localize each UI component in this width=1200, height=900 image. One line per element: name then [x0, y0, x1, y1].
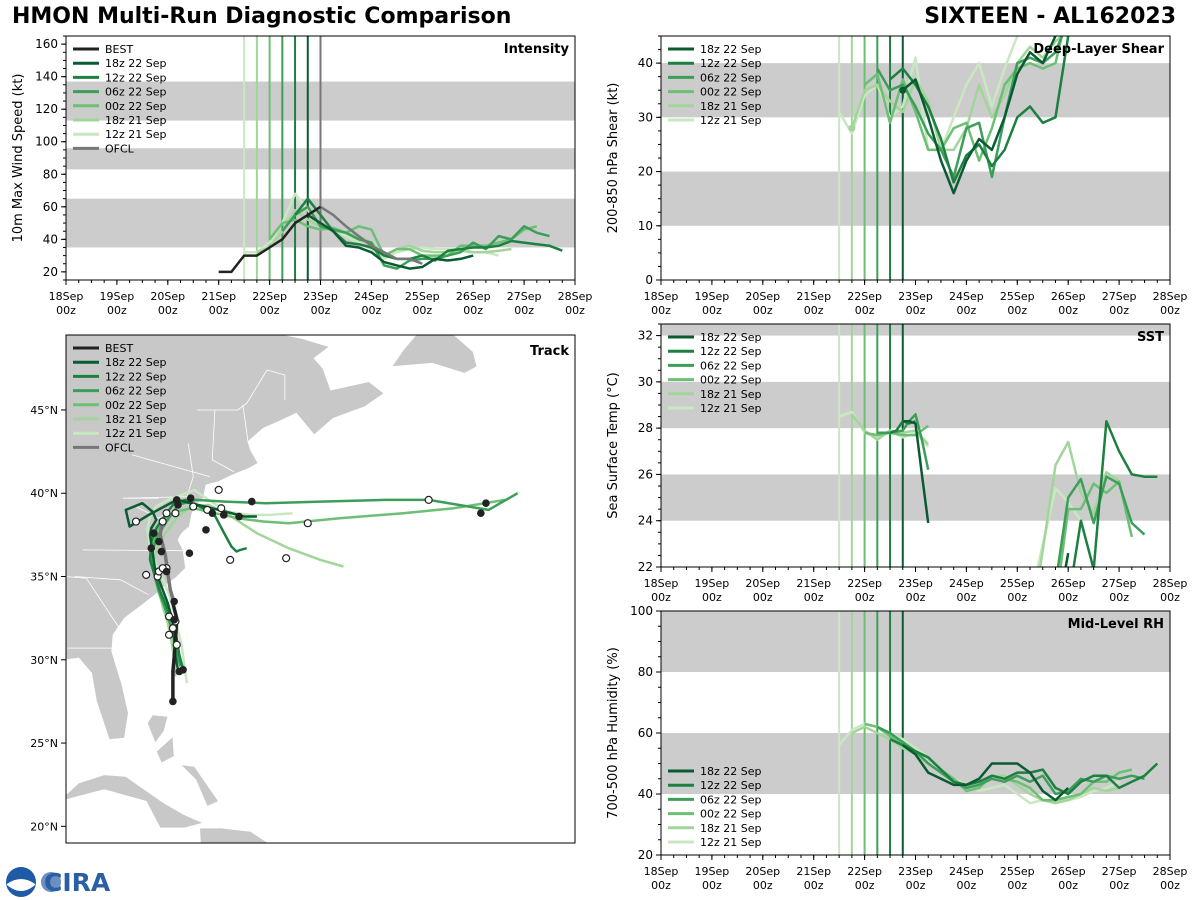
panel-title: Intensity: [503, 42, 569, 57]
lat-tick-label: 45°N: [30, 403, 58, 417]
track-position-marker: [235, 513, 243, 521]
legend-label-18z-22-sep: 18z 22 Sep: [105, 57, 167, 71]
panel-deep-layer-shear: [606, 0, 1187, 317]
y-tick-label: 60: [637, 726, 653, 740]
x-tick-label-hour: 00z: [702, 879, 722, 892]
legend-label-12z-21-sep: 12z 21 Sep: [700, 836, 762, 849]
legend-label-ofcl: OFCL: [105, 441, 134, 455]
legend-label-00z-22-sep: 00z 22 Sep: [105, 99, 167, 113]
x-tick-label-day: 21Sep: [796, 577, 832, 590]
track-position-marker-open: [172, 510, 179, 517]
x-tick-label-hour: 00z: [1058, 304, 1079, 317]
legend-label-12z-22-sep: 12z 22 Sep: [105, 71, 167, 85]
panel-intensity: [11, 36, 592, 317]
track-position-marker-open: [425, 496, 432, 503]
y-tick-label: 120: [35, 102, 58, 117]
x-tick-label-hour: 00z: [1007, 591, 1028, 604]
x-tick-label-day: 24Sep: [354, 290, 389, 303]
y-tick-label: 32: [637, 328, 653, 343]
legend-label-best: BEST: [105, 342, 134, 355]
x-tick-label-hour: 00z: [310, 304, 331, 317]
y-tick-label: 80: [42, 167, 58, 182]
figure-title: HMON Multi-Run Diagnostic Comparison: [12, 4, 512, 29]
legend-label-00z-22-sep: 00z 22 Sep: [700, 373, 762, 387]
legend-label-06z-22-sep: 06z 22 Sep: [700, 359, 762, 373]
lat-tick-label: 35°N: [30, 570, 58, 584]
series-line-18z-22-sep: [1066, 553, 1069, 567]
y-tick-label: 30: [637, 110, 653, 125]
x-tick-label-day: 23Sep: [898, 290, 933, 303]
legend-label-12z-22-sep: 12z 22 Sep: [700, 345, 762, 359]
legend-label-18z-21-sep: 18z 21 Sep: [700, 387, 762, 401]
track-position-marker: [150, 529, 158, 537]
track-position-marker: [202, 526, 210, 534]
x-tick-label-day: 24Sep: [949, 577, 984, 590]
track-position-marker: [186, 549, 194, 557]
x-tick-label-hour: 00z: [752, 879, 773, 892]
x-tick-label-hour: 00z: [803, 879, 824, 892]
x-tick-label-day: 25Sep: [999, 577, 1035, 590]
x-tick-label-day: 23Sep: [898, 865, 933, 878]
x-tick-label-hour: 00z: [1007, 304, 1028, 317]
y-tick-label: 160: [35, 37, 58, 52]
panel-track: [30, 335, 575, 861]
x-tick-label-day: 27Sep: [506, 290, 542, 303]
x-tick-label-day: 20Sep: [745, 865, 781, 878]
y-tick-label: 28: [637, 421, 653, 436]
y-tick-label: 22: [637, 560, 653, 574]
x-tick-label-day: 24Sep: [949, 290, 984, 303]
legend-label-18z-22-sep: 18z 22 Sep: [105, 356, 167, 370]
x-tick-label-hour: 00z: [956, 879, 977, 892]
x-tick-label-day: 22Sep: [847, 865, 882, 878]
lat-tick-label: 25°N: [30, 737, 58, 751]
x-tick-label-hour: 00z: [565, 304, 585, 317]
track-position-marker-open: [159, 518, 166, 525]
legend-label-18z-21-sep: 18z 21 Sep: [105, 114, 167, 127]
x-tick-label-hour: 00z: [651, 304, 671, 317]
track-position-marker: [170, 598, 178, 606]
x-tick-label-day: 28Sep: [1152, 577, 1188, 590]
x-tick-label-hour: 00z: [1007, 879, 1028, 892]
track-position-marker-open: [169, 625, 176, 632]
legend-label-18z-22-sep: 18z 22 Sep: [700, 331, 762, 344]
x-tick-label-hour: 00z: [1160, 304, 1180, 317]
x-tick-label-day: 18Sep: [48, 290, 84, 303]
y-axis-label: Sea Surface Temp (°C): [606, 372, 621, 519]
legend-label-18z-21-sep: 18z 21 Sep: [700, 821, 762, 835]
track-position-marker: [248, 498, 256, 506]
track-position-marker: [163, 568, 171, 576]
track-position-marker-open: [304, 520, 311, 527]
x-tick-label-hour: 00z: [1058, 591, 1079, 604]
x-tick-label-hour: 00z: [514, 304, 534, 317]
x-tick-label-day: 28Sep: [557, 290, 593, 303]
track-position-marker: [169, 698, 177, 706]
track-position-marker: [209, 509, 217, 517]
x-tick-label-day: 18Sep: [643, 290, 679, 303]
x-tick-label-day: 28Sep: [1152, 290, 1188, 303]
y-tick-label: 10: [637, 218, 653, 233]
y-tick-label: 0: [645, 273, 653, 287]
track-position-marker: [187, 494, 195, 502]
panel-mid-level-rh: [606, 604, 1187, 892]
legend-label-ofcl: OFCL: [105, 142, 134, 156]
legend-label-12z-21-sep: 12z 21 Sep: [700, 114, 762, 127]
legend-label-00z-22-sep: 00z 22 Sep: [105, 398, 167, 412]
land-mass: [293, 853, 313, 861]
track-position-marker-open: [143, 571, 150, 578]
x-tick-label-hour: 00z: [1058, 879, 1079, 892]
x-tick-label-day: 18Sep: [643, 577, 679, 590]
lat-tick-label: 20°N: [30, 820, 58, 834]
x-tick-label-hour: 00z: [752, 591, 773, 604]
y-axis-label: 10m Max Wind Speed (kt): [11, 73, 26, 243]
shear-marker: [848, 125, 855, 132]
y-tick-label: 24: [637, 513, 653, 528]
track-position-marker-open: [190, 503, 197, 510]
legend-label-12z-21-sep: 12z 21 Sep: [105, 427, 167, 441]
x-tick-label-hour: 00z: [412, 304, 433, 317]
panel-title: Deep-Layer Shear: [1033, 42, 1164, 57]
y-tick-label: 100: [630, 604, 653, 618]
y-tick-label: 40: [637, 787, 653, 801]
y-tick-label: 20: [637, 848, 653, 862]
y-axis-label: 200-850 hPa Shear (kt): [606, 82, 621, 234]
x-tick-label-hour: 00z: [854, 879, 875, 892]
panel-title: Mid-Level RH: [1067, 617, 1164, 632]
y-tick-label: 30: [637, 374, 653, 389]
x-tick-label-day: 19Sep: [99, 290, 135, 303]
track-position-marker: [220, 511, 228, 519]
x-tick-label-hour: 00z: [702, 304, 722, 317]
x-tick-label-day: 27Sep: [1101, 865, 1137, 878]
y-tick-label: 80: [637, 665, 653, 679]
legend-label-18z-22-sep: 18z 22 Sep: [700, 43, 762, 56]
x-tick-label-hour: 00z: [702, 591, 722, 604]
track-position-marker-open: [283, 555, 290, 562]
track-position-marker: [173, 496, 181, 504]
y-tick-label: 40: [637, 56, 653, 71]
track-position-marker-open: [166, 631, 173, 638]
legend-label-12z-21-sep: 12z 21 Sep: [105, 128, 167, 142]
x-tick-label-day: 23Sep: [898, 577, 933, 590]
x-tick-label-day: 18Sep: [643, 865, 679, 878]
x-tick-label-hour: 00z: [1109, 591, 1129, 604]
shaded-band: [661, 172, 1170, 226]
x-tick-label-day: 26Sep: [455, 290, 491, 303]
y-tick-label: 100: [35, 134, 58, 149]
x-tick-label-hour: 00z: [157, 304, 178, 317]
x-tick-label-day: 19Sep: [694, 577, 730, 590]
x-tick-label-day: 21Sep: [796, 865, 832, 878]
track-position-marker-open: [218, 505, 225, 512]
y-tick-label: 20: [637, 164, 653, 179]
x-tick-label-hour: 00z: [956, 304, 977, 317]
x-tick-label-day: 22Sep: [847, 577, 882, 590]
x-tick-label-day: 22Sep: [847, 290, 882, 303]
track-position-marker-open: [215, 486, 222, 493]
x-tick-label-day: 22Sep: [252, 290, 287, 303]
x-tick-label-day: 21Sep: [201, 290, 237, 303]
x-tick-label-hour: 00z: [956, 591, 977, 604]
legend-label-12z-21-sep: 12z 21 Sep: [700, 402, 762, 415]
x-tick-label-hour: 00z: [803, 591, 824, 604]
legend-label-00z-22-sep: 00z 22 Sep: [700, 85, 762, 99]
x-tick-label-hour: 00z: [259, 304, 280, 317]
x-tick-label-hour: 00z: [361, 304, 382, 317]
shear-marker: [899, 87, 906, 94]
legend-label-12z-22-sep: 12z 22 Sep: [700, 779, 762, 793]
x-tick-label-day: 26Sep: [1050, 865, 1086, 878]
lat-tick-label: 30°N: [30, 653, 58, 667]
x-tick-label-day: 19Sep: [694, 865, 730, 878]
legend-label-12z-22-sep: 12z 22 Sep: [700, 57, 762, 71]
x-tick-label-day: 20Sep: [745, 290, 781, 303]
y-tick-label: 40: [42, 232, 58, 247]
legend-label-06z-22-sep: 06z 22 Sep: [105, 85, 167, 99]
x-tick-label-day: 21Sep: [796, 290, 832, 303]
x-tick-label-hour: 00z: [463, 304, 484, 317]
y-tick-label: 140: [35, 69, 58, 84]
x-tick-label-hour: 00z: [1109, 304, 1129, 317]
x-tick-label-day: 27Sep: [1101, 290, 1137, 303]
x-tick-label-hour: 00z: [803, 304, 824, 317]
x-tick-label-day: 26Sep: [1050, 577, 1086, 590]
x-tick-label-hour: 00z: [854, 304, 875, 317]
x-tick-label-hour: 00z: [905, 879, 926, 892]
x-tick-label-hour: 00z: [905, 304, 926, 317]
x-tick-label-hour: 00z: [1109, 879, 1129, 892]
y-tick-label: 26: [637, 467, 653, 482]
legend-label-best: BEST: [105, 43, 134, 56]
track-position-marker-open: [227, 556, 234, 563]
cira-logo: [4, 865, 114, 899]
x-tick-label-hour: 00z: [1160, 879, 1180, 892]
x-tick-label-hour: 00z: [752, 304, 773, 317]
legend-label-06z-22-sep: 06z 22 Sep: [105, 384, 167, 398]
track-position-marker: [179, 666, 187, 674]
x-tick-label-hour: 00z: [56, 304, 76, 317]
x-tick-label-hour: 00z: [107, 304, 127, 317]
x-tick-label-day: 25Sep: [404, 290, 440, 303]
x-tick-label-hour: 00z: [208, 304, 229, 317]
track-position-marker-open: [132, 518, 139, 525]
panel-sst: [606, 324, 1187, 604]
y-axis-label: 700-500 hPa Humidity (%): [606, 647, 621, 819]
x-tick-label-day: 28Sep: [1152, 865, 1188, 878]
legend-label-18z-21-sep: 18z 21 Sep: [105, 413, 167, 426]
panel-title: SST: [1136, 330, 1164, 345]
storm-id-title: SIXTEEN - AL162023: [924, 4, 1176, 29]
x-tick-label-day: 26Sep: [1050, 290, 1086, 303]
track-position-marker-open: [163, 510, 170, 517]
legend-label-12z-22-sep: 12z 22 Sep: [105, 370, 167, 384]
x-tick-label-day: 20Sep: [745, 577, 781, 590]
track-position-marker: [170, 616, 178, 624]
track-position-marker: [477, 509, 485, 517]
x-tick-label-hour: 00z: [651, 591, 671, 604]
x-tick-label-hour: 00z: [854, 591, 875, 604]
x-tick-label-day: 23Sep: [303, 290, 338, 303]
lat-tick-label: 40°N: [30, 487, 58, 501]
x-tick-label-day: 19Sep: [694, 290, 730, 303]
track-position-marker: [155, 538, 163, 546]
x-tick-label-day: 25Sep: [999, 865, 1035, 878]
track-position-marker: [158, 548, 166, 556]
legend-label-18z-22-sep: 18z 22 Sep: [700, 765, 762, 778]
track-position-marker: [482, 499, 490, 507]
x-tick-label-day: 24Sep: [949, 865, 984, 878]
legend-label-06z-22-sep: 06z 22 Sep: [700, 71, 762, 85]
x-tick-label-hour: 00z: [651, 879, 671, 892]
x-tick-label-day: 20Sep: [150, 290, 186, 303]
x-tick-label-day: 25Sep: [999, 290, 1035, 303]
legend-label-06z-22-sep: 06z 22 Sep: [700, 793, 762, 807]
x-tick-label-hour: 00z: [905, 591, 926, 604]
x-tick-label-hour: 00z: [1160, 591, 1180, 604]
track-position-marker-open: [173, 641, 180, 648]
panel-title: Track: [530, 344, 569, 359]
legend-label-18z-21-sep: 18z 21 Sep: [700, 99, 762, 113]
y-tick-label: 60: [42, 199, 58, 214]
cira-logo-text: CIRA: [44, 868, 111, 897]
x-tick-label-day: 27Sep: [1101, 577, 1137, 590]
legend-label-00z-22-sep: 00z 22 Sep: [700, 807, 762, 821]
track-position-marker: [147, 544, 155, 552]
y-tick-label: 20: [42, 264, 58, 279]
